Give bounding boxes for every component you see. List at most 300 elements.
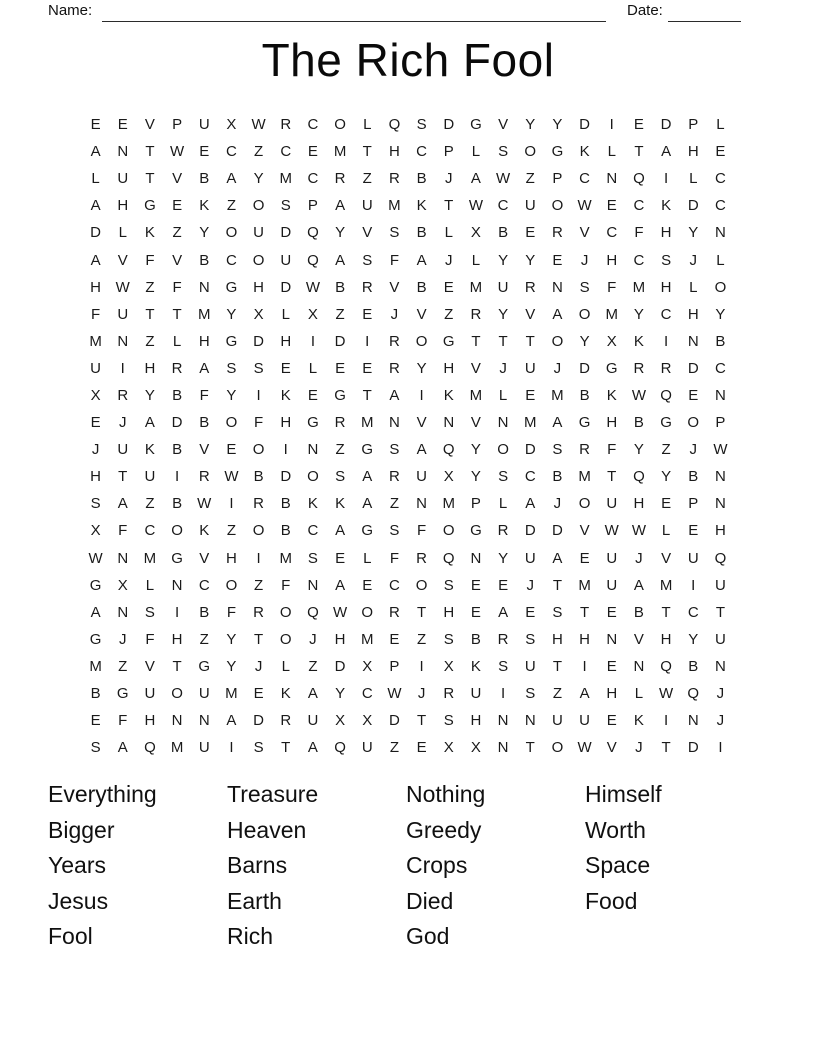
grid-letter: U [198, 739, 210, 757]
grid-letter: D [524, 441, 536, 459]
grid-letter: V [470, 414, 481, 432]
grid-letter: L [634, 685, 644, 703]
grid-letter: S [525, 630, 536, 648]
grid-letter: T [552, 657, 562, 675]
grid-letter: A [498, 603, 509, 621]
grid-letter: M [89, 332, 102, 350]
grid-letter: J [689, 251, 697, 269]
grid-letter: D [687, 739, 699, 757]
grid-letter: U [361, 739, 373, 757]
grid-letter: J [390, 305, 399, 323]
grid-letter: H [443, 603, 455, 621]
grid-letter: U [416, 468, 427, 486]
grid-letter: F [281, 576, 291, 594]
grid-letter: Y [144, 386, 155, 404]
grid-letter: C [225, 143, 237, 161]
grid-letter: T [362, 143, 372, 161]
grid-letter: X [117, 576, 128, 594]
grid-letter: Y [253, 170, 264, 188]
grid-letter: B [172, 441, 183, 459]
grid-letter: Y [688, 224, 699, 242]
grid-letter: R [334, 414, 346, 432]
grid-letter: Y [552, 116, 563, 134]
grid-letter: E [715, 143, 726, 161]
grid-letter: B [633, 603, 644, 621]
grid-letter: C [687, 603, 699, 621]
grid-letter: C [198, 576, 210, 594]
grid-letter: C [714, 359, 726, 377]
grid-letter: M [469, 278, 483, 296]
grid-letter: B [552, 468, 563, 486]
grid-letter: L [172, 332, 182, 350]
grid-letter: L [716, 116, 725, 134]
grid-letter: J [91, 441, 100, 459]
grid-letter: E [335, 549, 346, 567]
grid-letter: M [225, 685, 238, 703]
grid-letter: I [500, 685, 506, 703]
grid-letter: P [715, 414, 726, 432]
grid-letter: L [308, 359, 318, 377]
grid-letter: K [144, 441, 155, 459]
grid-letter: J [553, 495, 562, 513]
grid-letter: F [253, 414, 264, 432]
word-item: Died [406, 887, 454, 914]
grid-letter: E [90, 414, 101, 432]
grid-letter: S [552, 441, 563, 459]
grid-letter: G [551, 143, 564, 161]
grid-letter: E [226, 441, 237, 459]
grid-letter: F [607, 278, 617, 296]
grid-letter: E [335, 359, 346, 377]
grid-letter: B [633, 414, 644, 432]
grid-letter: Y [226, 305, 237, 323]
grid-letter: R [660, 359, 672, 377]
grid-letter: M [659, 576, 673, 594]
grid-letter: C [579, 170, 590, 188]
grid-letter: G [470, 522, 482, 540]
grid-letter: Q [334, 739, 346, 757]
grid-letter: R [579, 441, 590, 459]
grid-letter: G [89, 630, 102, 648]
grid-letter: A [525, 495, 536, 513]
grid-letter: E [280, 359, 291, 377]
word-item: Barns [227, 852, 288, 879]
grid-letter: G [660, 414, 672, 432]
grid-letter: D [579, 359, 590, 377]
grid-letter: J [309, 630, 317, 648]
grid-letter: B [90, 685, 101, 703]
grid-letter: V [633, 630, 644, 648]
grid-letter: X [226, 116, 237, 134]
grid-letter: D [551, 522, 563, 540]
grid-letter: G [578, 414, 591, 432]
grid-letter: M [551, 386, 564, 404]
grid-letter: I [663, 332, 669, 350]
grid-letter: T [525, 739, 535, 757]
grid-letter: K [335, 495, 346, 513]
grid-letter: V [172, 251, 183, 269]
grid-letter: W [658, 685, 674, 703]
grid-letter: E [633, 116, 644, 134]
grid-letter: T [661, 739, 671, 757]
grid-letter: R [443, 685, 455, 703]
grid-letter: B [199, 170, 210, 188]
grid-letter: I [691, 576, 696, 594]
date-label: Date: [627, 2, 663, 19]
grid-letter: X [307, 305, 318, 323]
grid-letter: V [579, 522, 590, 540]
grid-letter: M [388, 197, 401, 215]
name-input-line[interactable] [102, 2, 606, 22]
grid-letter: A [552, 305, 563, 323]
grid-letter: N [524, 712, 536, 730]
grid-letter: W [115, 278, 130, 296]
grid-letter: G [605, 359, 618, 377]
grid-letter: N [606, 170, 618, 188]
grid-letter: R [388, 170, 400, 188]
grid-letter: O [252, 522, 265, 540]
grid-letter: K [633, 332, 644, 350]
grid-letter: U [307, 712, 319, 730]
grid-letter: T [552, 576, 562, 594]
grid-letter: L [281, 305, 290, 323]
grid-letter: B [470, 630, 481, 648]
word-list [48, 777, 764, 955]
grid-letter: I [256, 549, 261, 567]
grid-letter: B [416, 278, 427, 296]
grid-letter: A [661, 143, 672, 161]
grid-letter: C [633, 197, 645, 215]
grid-letter: H [660, 224, 672, 242]
grid-letter: P [389, 657, 400, 675]
grid-letter: H [606, 414, 618, 432]
grid-letter: N [551, 278, 563, 296]
grid-letter: A [307, 739, 318, 757]
grid-letter: O [442, 522, 455, 540]
name-label: Name: [48, 2, 93, 19]
grid-letter: T [444, 197, 454, 215]
grid-letter: V [117, 251, 128, 269]
grid-letter: R [253, 495, 264, 513]
grid-letter: F [118, 712, 128, 730]
grid-letter: N [714, 495, 726, 513]
grid-letter: T [145, 305, 155, 323]
grid-letter: O [252, 251, 265, 269]
grid-letter: M [632, 278, 646, 296]
grid-letter: H [470, 712, 482, 730]
grid-letter: R [524, 278, 536, 296]
grid-letter: T [715, 603, 725, 621]
grid-letter: B [172, 495, 183, 513]
grid-letter: B [172, 386, 183, 404]
grid-letter: T [416, 603, 427, 621]
grid-letter: G [442, 332, 455, 350]
grid-letter: Q [388, 116, 401, 134]
grid-letter: I [256, 386, 261, 404]
grid-letter: W [631, 386, 646, 404]
grid-letter: R [388, 603, 400, 621]
grid-letter: O [171, 685, 183, 703]
grid-letter: C [144, 522, 156, 540]
grid-letter: T [498, 332, 508, 350]
grid-letter: H [171, 630, 183, 648]
grid-letter: A [335, 522, 346, 540]
grid-letter: L [471, 251, 481, 269]
grid-letter: O [415, 576, 428, 594]
grid-letter: A [579, 685, 590, 703]
word-list-column [406, 777, 585, 955]
grid-letter: S [443, 630, 454, 648]
grid-letter: M [469, 386, 483, 404]
grid-letter: V [661, 549, 672, 567]
grid-letter: R [171, 359, 183, 377]
grid-letter: A [389, 386, 400, 404]
grid-letter: F [226, 603, 236, 621]
grid-letter: X [253, 305, 264, 323]
grid-letter: C [307, 116, 319, 134]
grid-letter: B [199, 251, 210, 269]
grid-letter: J [417, 685, 426, 703]
grid-letter: A [335, 197, 346, 215]
grid-letter: H [280, 332, 292, 350]
grid-letter: C [388, 576, 400, 594]
grid-letter: Q [144, 739, 156, 757]
grid-letter: O [279, 630, 292, 648]
grid-letter: I [365, 332, 370, 350]
grid-letter: T [172, 305, 182, 323]
grid-letter: H [144, 712, 156, 730]
grid-letter: A [90, 143, 101, 161]
grid-letter: P [688, 495, 699, 513]
grid-letter: U [497, 278, 509, 296]
grid-letter: I [718, 739, 723, 757]
grid-letter: N [714, 224, 726, 242]
grid-letter: O [497, 441, 509, 459]
grid-letter: J [635, 739, 643, 757]
grid-letter: T [661, 603, 671, 621]
grid-letter: U [90, 359, 101, 377]
grid-letter: N [117, 143, 129, 161]
grid-letter: U [524, 657, 536, 675]
grid-letter: C [714, 197, 726, 215]
grid-letter: C [361, 685, 373, 703]
grid-letter: E [443, 278, 454, 296]
grid-letter: K [280, 685, 291, 703]
grid-letter: E [688, 386, 699, 404]
grid-letter: N [171, 576, 183, 594]
grid-letter: C [606, 224, 618, 242]
grid-letter: Y [688, 630, 699, 648]
grid-letter: A [416, 441, 427, 459]
grid-letter: S [226, 359, 237, 377]
grid-letter: Z [444, 305, 454, 323]
grid-letter: L [91, 170, 100, 188]
grid-letter: X [443, 468, 454, 486]
word-list-column [48, 777, 227, 955]
grid-letter: I [283, 441, 288, 459]
grid-letter: V [362, 224, 373, 242]
grid-letter: F [416, 522, 427, 540]
grid-letter: U [524, 359, 536, 377]
grid-letter: E [90, 712, 101, 730]
grid-letter: V [172, 170, 183, 188]
grid-letter: S [579, 278, 590, 296]
grid-letter: D [687, 359, 699, 377]
grid-letter: Q [660, 657, 672, 675]
grid-letter: S [389, 224, 400, 242]
grid-letter: C [497, 197, 509, 215]
grid-letter: F [90, 305, 101, 323]
grid-letter: Q [633, 468, 645, 486]
word-item: Rich [227, 923, 274, 950]
grid-letter: N [117, 603, 129, 621]
grid-letter: G [198, 657, 211, 675]
grid-letter: T [281, 739, 291, 757]
grid-letter: N [687, 332, 699, 350]
date-input-line[interactable] [668, 2, 741, 22]
grid-letter: L [689, 170, 698, 188]
grid-letter: Q [307, 603, 319, 621]
grid-letter: G [470, 116, 482, 134]
grid-letter: Z [335, 441, 345, 459]
grid-letter: M [333, 143, 347, 161]
grid-letter: V [606, 739, 617, 757]
grid-letter: B [280, 495, 291, 513]
grid-letter: Z [253, 143, 264, 161]
grid-letter: S [525, 685, 536, 703]
grid-letter: Y [226, 657, 237, 675]
grid-letter: R [334, 170, 346, 188]
grid-letter: L [689, 278, 698, 296]
grid-letter: L [607, 143, 616, 161]
grid-letter: D [253, 712, 264, 730]
grid-letter: D [253, 332, 264, 350]
grid-letter: T [471, 332, 481, 350]
grid-letter: E [389, 630, 400, 648]
word-item: Heaven [227, 816, 307, 843]
grid-letter: Y [335, 685, 346, 703]
grid-letter: S [416, 116, 427, 134]
grid-letter: U [714, 630, 726, 648]
grid-letter: O [361, 603, 374, 621]
grid-letter: E [307, 143, 318, 161]
grid-letter: R [361, 278, 373, 296]
grid-letter: H [253, 278, 264, 296]
grid-letter: D [524, 522, 536, 540]
grid-letter: H [606, 251, 618, 269]
grid-letter: U [117, 170, 129, 188]
grid-letter: F [389, 251, 399, 269]
grid-letter: H [90, 468, 101, 486]
grid-letter: D [687, 197, 699, 215]
grid-letter: E [362, 305, 373, 323]
grid-letter: G [225, 332, 238, 350]
grid-letter: W [631, 522, 646, 540]
grid-letter: U [606, 576, 618, 594]
grid-letter: Y [226, 630, 237, 648]
grid-letter: H [551, 630, 563, 648]
grid-letter: A [362, 495, 373, 513]
grid-letter: G [116, 685, 129, 703]
grid-letter: M [360, 414, 374, 432]
grid-letter: Q [714, 549, 727, 567]
grid-letter: E [661, 495, 672, 513]
grid-letter: X [335, 712, 346, 730]
grid-letter: Z [416, 630, 427, 648]
grid-letter: U [144, 468, 156, 486]
grid-letter: X [362, 712, 373, 730]
grid-letter: P [688, 116, 699, 134]
grid-letter: N [388, 414, 400, 432]
grid-letter: K [579, 143, 590, 161]
grid-letter: A [470, 170, 481, 188]
grid-letter: H [660, 278, 672, 296]
grid-letter: W [251, 116, 266, 134]
grid-letter: H [443, 359, 455, 377]
grid-letter: N [497, 739, 509, 757]
grid-letter: D [660, 116, 672, 134]
grid-letter: Y [199, 224, 210, 242]
grid-letter: O [225, 576, 238, 594]
grid-letter: V [498, 116, 509, 134]
grid-letter: P [172, 116, 183, 134]
grid-letter: H [144, 359, 156, 377]
grid-letter: U [551, 712, 563, 730]
grid-letter: E [362, 576, 373, 594]
grid-letter: A [362, 468, 373, 486]
grid-letter: S [498, 143, 509, 161]
grid-letter: E [606, 657, 617, 675]
grid-letter: U [280, 251, 292, 269]
grid-letter: J [689, 441, 697, 459]
grid-letter: M [279, 170, 292, 188]
grid-letter: Y [416, 359, 427, 377]
grid-letter: Z [525, 170, 535, 188]
word-item: Treasure [227, 781, 319, 807]
grid-letter: L [498, 495, 508, 513]
grid-letter: N [714, 657, 726, 675]
grid-letter: T [253, 630, 264, 648]
word-item: God [406, 923, 450, 950]
grid-letter: N [443, 414, 455, 432]
grid-letter: A [226, 712, 237, 730]
grid-letter: W [468, 197, 483, 215]
grid-letter: D [171, 414, 183, 432]
grid-letter: G [334, 386, 346, 404]
grid-letter: Q [687, 685, 700, 703]
grid-letter: B [498, 224, 509, 242]
grid-letter: W [169, 143, 185, 161]
grid-letter: B [715, 332, 726, 350]
grid-letter: C [307, 522, 319, 540]
grid-letter: N [606, 630, 618, 648]
grid-letter: J [553, 359, 562, 377]
grid-letter: O [225, 224, 238, 242]
word-item: Earth [227, 887, 282, 914]
grid-letter: Z [389, 495, 399, 513]
grid-letter: J [499, 359, 507, 377]
grid-letter: S [144, 603, 155, 621]
grid-letter: N [117, 549, 129, 567]
grid-letter: R [497, 522, 509, 540]
grid-letter: U [524, 549, 536, 567]
grid-letter: L [118, 224, 127, 242]
grid-letter: H [280, 414, 292, 432]
grid-letter: M [170, 739, 184, 757]
grid-letter: L [145, 576, 155, 594]
grid-letter: R [280, 116, 292, 134]
grid-letter: A [335, 251, 346, 269]
